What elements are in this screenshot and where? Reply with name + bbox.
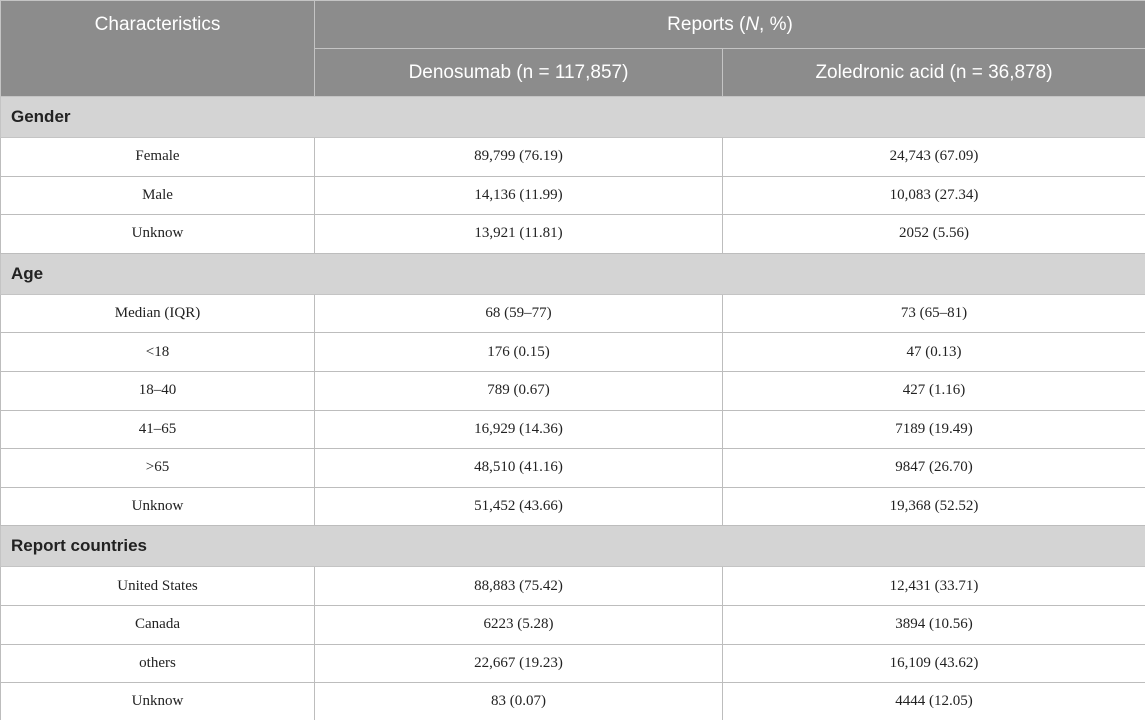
- header-characteristics: Characteristics: [1, 1, 315, 97]
- cell-label: >65: [1, 449, 315, 488]
- table-row: [1, 138, 1145, 177]
- header-denosumab: Denosumab (n = 117,857): [315, 49, 723, 97]
- section-title: Report countries: [1, 526, 1145, 567]
- section-row: [1, 526, 1145, 567]
- cell-zoledronic: 7189 (19.49): [723, 410, 1145, 449]
- table-row: [1, 605, 1145, 644]
- header-reports: [315, 1, 1145, 49]
- cell-label: United States: [1, 567, 315, 606]
- cell-zoledronic: 73 (65–81): [723, 294, 1145, 333]
- cell-zoledronic: 2052 (5.56): [723, 215, 1145, 254]
- header-zoledronic: Zoledronic acid (n = 36,878): [723, 49, 1145, 97]
- table-row: [1, 333, 1145, 372]
- table-row: [1, 215, 1145, 254]
- table-row: [1, 371, 1145, 410]
- cell-denosumab: 68 (59–77): [315, 294, 723, 333]
- header-reports-prefix: Reports (: [667, 13, 746, 35]
- cell-zoledronic: 9847 (26.70): [723, 449, 1145, 488]
- cell-zoledronic: 427 (1.16): [723, 371, 1145, 410]
- cell-label: Median (IQR): [1, 294, 315, 333]
- table-row: [1, 487, 1145, 526]
- cell-denosumab: 48,510 (41.16): [315, 449, 723, 488]
- cell-zoledronic: 24,743 (67.09): [723, 138, 1145, 177]
- cell-label: 41–65: [1, 410, 315, 449]
- cell-denosumab: 6223 (5.28): [315, 605, 723, 644]
- cell-denosumab: 22,667 (19.23): [315, 644, 723, 683]
- section-title: Gender: [1, 97, 1145, 138]
- cell-label: <18: [1, 333, 315, 372]
- cell-denosumab: 789 (0.67): [315, 371, 723, 410]
- cell-label: 18–40: [1, 371, 315, 410]
- cell-label: others: [1, 644, 315, 683]
- cell-denosumab: 176 (0.15): [315, 333, 723, 372]
- table-row: [1, 449, 1145, 488]
- cell-label: Unknow: [1, 487, 315, 526]
- table-row: [1, 683, 1145, 720]
- header-reports-n: N: [745, 13, 760, 35]
- cell-denosumab: 88,883 (75.42): [315, 567, 723, 606]
- section-title: Age: [1, 253, 1145, 294]
- cell-label: Canada: [1, 605, 315, 644]
- header-reports-suffix: , %): [759, 13, 793, 35]
- cell-denosumab: 14,136 (11.99): [315, 176, 723, 215]
- cell-denosumab: 51,452 (43.66): [315, 487, 723, 526]
- cell-label: Male: [1, 176, 315, 215]
- cell-denosumab: 13,921 (11.81): [315, 215, 723, 254]
- table-body: [1, 97, 1145, 720]
- cell-zoledronic: 4444 (12.05): [723, 683, 1145, 720]
- cell-zoledronic: 10,083 (27.34): [723, 176, 1145, 215]
- cell-denosumab: 16,929 (14.36): [315, 410, 723, 449]
- section-row: [1, 97, 1145, 138]
- cell-zoledronic: 19,368 (52.52): [723, 487, 1145, 526]
- cell-zoledronic: 12,431 (33.71): [723, 567, 1145, 606]
- section-row: [1, 253, 1145, 294]
- table-row: [1, 644, 1145, 683]
- table-row: [1, 410, 1145, 449]
- table-row: [1, 567, 1145, 606]
- cell-zoledronic: 47 (0.13): [723, 333, 1145, 372]
- cell-label: Female: [1, 138, 315, 177]
- cell-label: Unknow: [1, 683, 315, 720]
- table-row: [1, 176, 1145, 215]
- cell-label: Unknow: [1, 215, 315, 254]
- cell-zoledronic: 16,109 (43.62): [723, 644, 1145, 683]
- header-row-1: [1, 1, 1145, 49]
- table-row: [1, 294, 1145, 333]
- cell-zoledronic: 3894 (10.56): [723, 605, 1145, 644]
- cell-denosumab: 89,799 (76.19): [315, 138, 723, 177]
- cell-denosumab: 83 (0.07): [315, 683, 723, 720]
